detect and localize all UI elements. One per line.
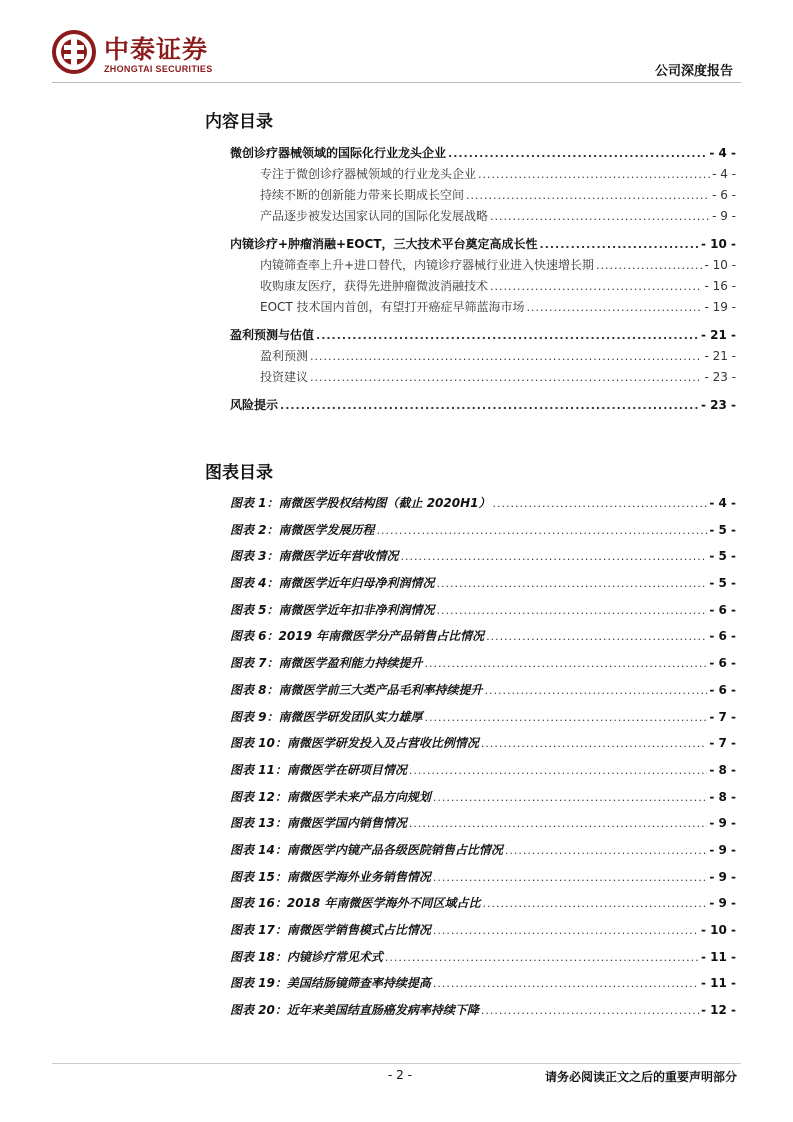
figure-entry[interactable] bbox=[230, 841, 736, 868]
leader-dots bbox=[466, 189, 710, 202]
figure-entry[interactable] bbox=[230, 761, 736, 788]
figure-entry[interactable] bbox=[230, 921, 736, 948]
logo-english-name: ZHONGTAI SECURITIES bbox=[104, 64, 213, 74]
leader-dots bbox=[490, 210, 710, 223]
table-of-contents bbox=[230, 144, 736, 417]
toc-entry-page: - 9 - bbox=[712, 209, 736, 223]
leader-dots bbox=[433, 791, 707, 804]
leader-dots bbox=[596, 259, 702, 272]
toc-entry[interactable] bbox=[230, 144, 736, 165]
toc-entry[interactable] bbox=[230, 396, 736, 417]
leader-dots bbox=[448, 147, 707, 160]
figure-entry[interactable] bbox=[230, 494, 736, 521]
figure-entry-text: 图表 14：南微医学内镜产品各级医院销售占比情况 bbox=[230, 842, 503, 857]
figure-entry-page: - 7 - bbox=[709, 736, 736, 751]
toc-entry[interactable] bbox=[230, 326, 736, 347]
leader-dots bbox=[433, 871, 707, 884]
toc-entry-text: 内镜筛查率上升+进口替代，内镜诊疗器械行业进入快速增长期 bbox=[260, 258, 595, 272]
toc-entry[interactable] bbox=[230, 165, 736, 186]
figure-entry[interactable] bbox=[230, 1001, 736, 1028]
figure-entry-page: - 11 - bbox=[700, 949, 736, 964]
figure-entry-text: 图表 17：南微医学销售模式占比情况 bbox=[230, 923, 431, 937]
figure-entry-page: - 6 - bbox=[709, 602, 736, 617]
figures-title: 图表目录 bbox=[205, 463, 273, 483]
toc-entry-text: 专注于微创诊疗器械领域的行业龙头企业 bbox=[260, 167, 477, 181]
figure-entry-text: 图表 15：南微医学海外业务销售情况 bbox=[230, 869, 431, 884]
toc-entry-page: - 10 - bbox=[704, 258, 736, 272]
toc-entry-page: - 4 - bbox=[709, 146, 736, 160]
figure-entry-page: - 6 - bbox=[709, 682, 736, 697]
logo-name: 中泰证券 bbox=[104, 35, 209, 64]
leader-dots bbox=[437, 577, 708, 590]
toc-entry-text: 盈利预测与估值 bbox=[230, 328, 315, 342]
figure-entry-text: 图表 7：南微医学盈利能力持续提升 bbox=[230, 656, 423, 671]
toc-entry-page: - 6 - bbox=[712, 188, 736, 202]
toc-entry-page: - 4 - bbox=[712, 167, 736, 181]
leader-dots bbox=[433, 924, 699, 937]
figure-entry[interactable] bbox=[230, 974, 736, 1001]
leader-dots bbox=[540, 238, 699, 251]
figure-entry-text: 图表 3：南微医学近年营收情况 bbox=[230, 549, 399, 564]
leader-dots bbox=[478, 168, 710, 181]
toc-entry-text: 微创诊疗器械领域的国际化行业龙头企业 bbox=[230, 146, 447, 160]
leader-dots bbox=[485, 684, 708, 697]
toc-entry-text: 持续不断的创新能力带来长期成长空间 bbox=[260, 188, 465, 202]
figure-entry[interactable] bbox=[230, 521, 736, 548]
figure-entry-page: - 5 - bbox=[709, 576, 736, 591]
toc-entry[interactable] bbox=[230, 235, 736, 256]
figure-entry[interactable] bbox=[230, 681, 736, 708]
figure-entry-text: 图表 18：内镜诊疗常见术式 bbox=[230, 949, 383, 964]
leader-dots bbox=[409, 764, 707, 777]
figure-entry[interactable] bbox=[230, 814, 736, 841]
figure-entry-page: - 4 - bbox=[709, 496, 736, 510]
leader-dots bbox=[316, 329, 699, 342]
leader-dots bbox=[425, 711, 708, 724]
leader-dots bbox=[493, 497, 708, 510]
toc-entry-page: - 21 - bbox=[700, 328, 736, 342]
toc-title: 内容目录 bbox=[205, 112, 273, 132]
figure-entry-page: - 6 - bbox=[709, 656, 736, 671]
toc-entry[interactable] bbox=[230, 207, 736, 228]
toc-entry-text: 盈利预测 bbox=[260, 349, 309, 363]
toc-entry[interactable] bbox=[230, 368, 736, 389]
logo-emblem-icon bbox=[52, 30, 96, 74]
leader-dots bbox=[505, 844, 707, 857]
toc-entry-page: - 23 - bbox=[700, 398, 736, 412]
list-of-figures bbox=[230, 494, 736, 1028]
figure-entry[interactable] bbox=[230, 547, 736, 574]
figure-entry-text: 图表 11：南微医学在研项目情况 bbox=[230, 762, 407, 777]
leader-dots bbox=[437, 604, 708, 617]
toc-entry-text: 收购康友医疗，获得先进肿瘤微波消融技术 bbox=[260, 279, 489, 293]
figure-entry-page: - 8 - bbox=[709, 762, 736, 777]
leader-dots bbox=[490, 280, 702, 293]
figure-entry-text: 图表 13：南微医学国内销售情况 bbox=[230, 816, 407, 831]
report-type-label: 公司深度报告 bbox=[654, 64, 733, 79]
figure-entry[interactable] bbox=[230, 708, 736, 735]
toc-entry[interactable] bbox=[230, 298, 736, 319]
toc-entry-page: - 16 - bbox=[704, 279, 736, 293]
figure-entry-page: - 5 - bbox=[709, 549, 736, 564]
figure-entry-page: - 8 - bbox=[709, 789, 736, 804]
figure-entry-text: 图表 9：南微医学研发团队实力雄厚 bbox=[230, 709, 423, 724]
figure-entry[interactable] bbox=[230, 601, 736, 628]
leader-dots bbox=[433, 977, 699, 990]
toc-entry[interactable] bbox=[230, 256, 736, 277]
leader-dots bbox=[486, 630, 707, 643]
leader-dots bbox=[401, 550, 708, 563]
figure-entry-page: - 11 - bbox=[700, 976, 736, 991]
figure-entry-text: 图表 16：2018 年南微医学海外不同区域占比 bbox=[230, 896, 481, 911]
figure-entry[interactable] bbox=[230, 734, 736, 761]
leader-dots bbox=[425, 657, 708, 670]
company-logo bbox=[52, 30, 252, 82]
leader-dots bbox=[482, 897, 707, 910]
leader-dots bbox=[310, 371, 702, 384]
figure-entry-text: 图表 1：南微医学股权结构图（截止 2020H1） bbox=[230, 496, 491, 510]
figure-entry-page: - 5 - bbox=[709, 522, 736, 537]
toc-entry-page: - 23 - bbox=[704, 370, 736, 384]
figure-entry-page: - 9 - bbox=[709, 816, 736, 831]
figure-entry-page: - 6 - bbox=[709, 629, 736, 644]
figure-entry-page: - 10 - bbox=[700, 923, 736, 937]
figure-entry-page: - 7 - bbox=[709, 709, 736, 724]
leader-dots bbox=[481, 737, 707, 750]
figure-entry-text: 图表 4：南微医学近年归母净利润情况 bbox=[230, 576, 435, 591]
toc-entry-text: 产品逐步被发达国家认同的国际化发展战略 bbox=[260, 209, 489, 223]
figure-entry-text: 图表 5：南微医学近年扣非净利润情况 bbox=[230, 602, 435, 617]
leader-dots bbox=[481, 1004, 699, 1017]
figure-entry[interactable] bbox=[230, 894, 736, 921]
figure-entry[interactable] bbox=[230, 574, 736, 601]
toc-entry[interactable] bbox=[230, 186, 736, 207]
leader-dots bbox=[527, 301, 703, 314]
leader-dots bbox=[280, 399, 699, 412]
toc-entry-page: - 10 - bbox=[700, 237, 736, 251]
leader-dots bbox=[310, 350, 702, 363]
footer-disclaimer: 请务必阅读正文之后的重要声明部分 bbox=[544, 1070, 737, 1084]
figure-entry[interactable] bbox=[230, 627, 736, 654]
leader-dots bbox=[385, 951, 699, 964]
figure-entry-text: 图表 10：南微医学研发投入及占营收比例情况 bbox=[230, 736, 479, 751]
figure-entry-text: 图表 19：美国结肠镜筛查率持续提高 bbox=[230, 976, 431, 991]
figure-entry-text: 图表 2：南微医学发展历程 bbox=[230, 522, 375, 537]
toc-entry[interactable] bbox=[230, 347, 736, 368]
header-divider bbox=[52, 82, 741, 83]
leader-dots bbox=[377, 524, 708, 537]
toc-entry[interactable] bbox=[230, 277, 736, 298]
toc-entry-text: 内镜诊疗+肿瘤消融+EOCT，三大技术平台奠定高成长性 bbox=[230, 237, 538, 251]
page-number: - 2 - bbox=[388, 1068, 412, 1082]
figure-entry-page: - 9 - bbox=[709, 842, 736, 857]
toc-entry-page: - 21 - bbox=[704, 349, 736, 363]
toc-entry-text: 投资建议 bbox=[260, 370, 309, 384]
toc-entry-page: - 19 - bbox=[704, 300, 736, 314]
figure-entry-text: 图表 12：南微医学未来产品方向规划 bbox=[230, 789, 431, 804]
figure-entry-page: - 9 - bbox=[709, 896, 736, 911]
footer-divider bbox=[52, 1063, 741, 1064]
figure-entry[interactable] bbox=[230, 654, 736, 681]
page-header bbox=[0, 0, 793, 90]
figure-entry-text: 图表 20：近年来美国结直肠癌发病率持续下降 bbox=[230, 1003, 479, 1018]
figure-entry-page: - 9 - bbox=[709, 869, 736, 884]
figure-entry-page: - 12 - bbox=[700, 1003, 736, 1018]
figure-entry-text: 图表 8：南微医学前三大类产品毛利率持续提升 bbox=[230, 682, 483, 697]
figure-entry[interactable] bbox=[230, 868, 736, 895]
toc-entry-text: EOCT 技术国内首创，有望打开癌症早筛蓝海市场 bbox=[260, 300, 525, 314]
figure-entry[interactable] bbox=[230, 948, 736, 975]
leader-dots bbox=[409, 817, 707, 830]
figure-entry-text: 图表 6：2019 年南微医学分产品销售占比情况 bbox=[230, 629, 485, 644]
figure-entry[interactable] bbox=[230, 788, 736, 815]
toc-entry-text: 风险提示 bbox=[230, 398, 279, 412]
